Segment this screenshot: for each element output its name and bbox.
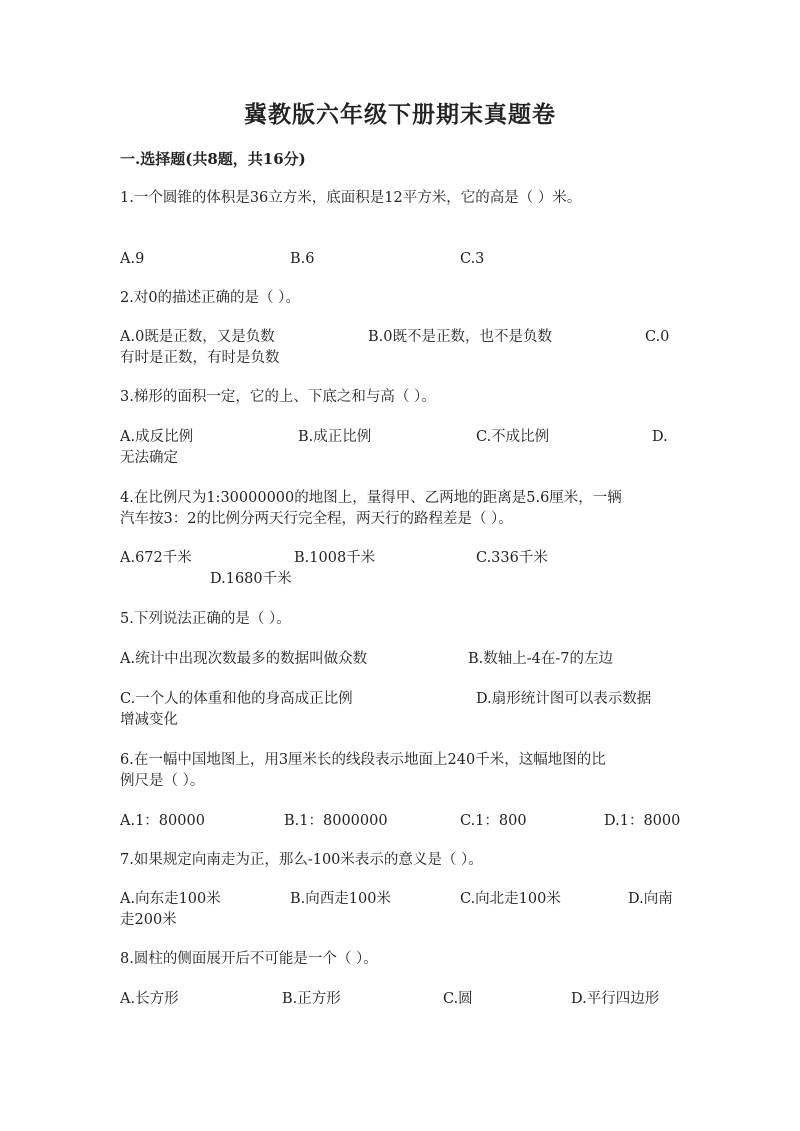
question-7-option-c: C.向北走100米	[460, 891, 561, 907]
question-1-stem: 1.一个圆锥的体积是36立方米，底面积是12平方米，它的高是（ ）米。	[120, 190, 582, 206]
question-8-stem: 8.圆柱的侧面展开后不可能是一个（ ）。	[120, 951, 378, 967]
question-6-option-d: D.1：8000	[604, 813, 681, 829]
question-2-option-b: B.0既不是正数，也不是负数	[368, 329, 552, 345]
question-3-option-d-wrap: 无法确定	[120, 450, 178, 466]
question-8-option-b: B.正方形	[282, 991, 341, 1007]
question-4-option-b: B.1008千米	[294, 550, 376, 566]
question-3-option-d: D.	[652, 429, 668, 445]
question-5-option-d-wrap: 增减变化	[120, 712, 178, 728]
question-3-option-b: B.成正比例	[298, 429, 372, 445]
question-8-option-d: D.平行四边形	[571, 991, 660, 1007]
question-3-option-c: C.不成比例	[476, 429, 550, 445]
question-3-stem: 3.梯形的面积一定，它的上、下底之和与高（ ）。	[120, 389, 436, 405]
question-7-option-d-wrap: 走200米	[120, 912, 177, 928]
question-6-option-b: B.1：8000000	[284, 813, 388, 829]
question-4-option-a: A.672千米	[120, 550, 192, 566]
question-2-stem: 2.对0的描述正确的是（ ）。	[120, 290, 300, 306]
question-1-option-b: B.6	[290, 251, 315, 267]
question-4-option-d: D.1680千米	[210, 571, 292, 587]
question-4-stem-line-1: 4.在比例尺为1:30000000的地图上，量得甲、乙两地的距离是5.6厘米，一辆	[120, 490, 622, 506]
question-8-option-c: C.圆	[443, 991, 473, 1007]
question-4-stem-line-2: 汽车按3：2的比例分两天行完全程，两天行的路程差是（ ）。	[120, 511, 513, 527]
page-title: 冀教版六年级下册期末真题卷	[244, 101, 556, 128]
question-7-option-d: D.向南	[628, 891, 673, 907]
question-7-stem: 7.如果规定向南走为正，那么-100米表示的意义是（ ）。	[120, 852, 483, 868]
question-6-option-a: A.1：80000	[120, 813, 205, 829]
question-2-option-c: C.0	[645, 329, 670, 345]
question-4-option-c: C.336千米	[476, 550, 548, 566]
section-heading: 一.选择题(共8题，共16分)	[120, 150, 306, 168]
question-5-option-b: B.数轴上-4在-7的左边	[468, 651, 614, 667]
question-5-option-d: D.扇形统计图可以表示数据	[476, 691, 652, 707]
question-5-option-c: C.一个人的体重和他的身高成正比例	[120, 691, 353, 707]
question-7-option-b: B.向西走100米	[290, 891, 391, 907]
question-5-option-a: A.统计中出现次数最多的数据叫做众数	[120, 651, 368, 667]
question-7-option-a: A.向东走100米	[120, 891, 221, 907]
question-2-option-a: A.0既是正数，又是负数	[120, 329, 275, 345]
question-3-option-a: A.成反比例	[120, 429, 194, 445]
question-8-option-a: A.长方形	[120, 991, 179, 1007]
question-1-option-a: A.9	[120, 251, 145, 267]
question-6-stem-line-1: 6.在一幅中国地图上，用3厘米长的线段表示地面上240千米，这幅地图的比	[120, 752, 606, 768]
question-1-option-c: C.3	[460, 251, 485, 267]
question-6-option-c: C.1：800	[460, 813, 527, 829]
question-5-stem: 5.下列说法正确的是（ ）。	[120, 611, 291, 627]
question-2-option-c-wrap: 有时是正数，有时是负数	[120, 350, 280, 366]
question-6-stem-line-2: 例尺是（ ）。	[120, 773, 205, 789]
